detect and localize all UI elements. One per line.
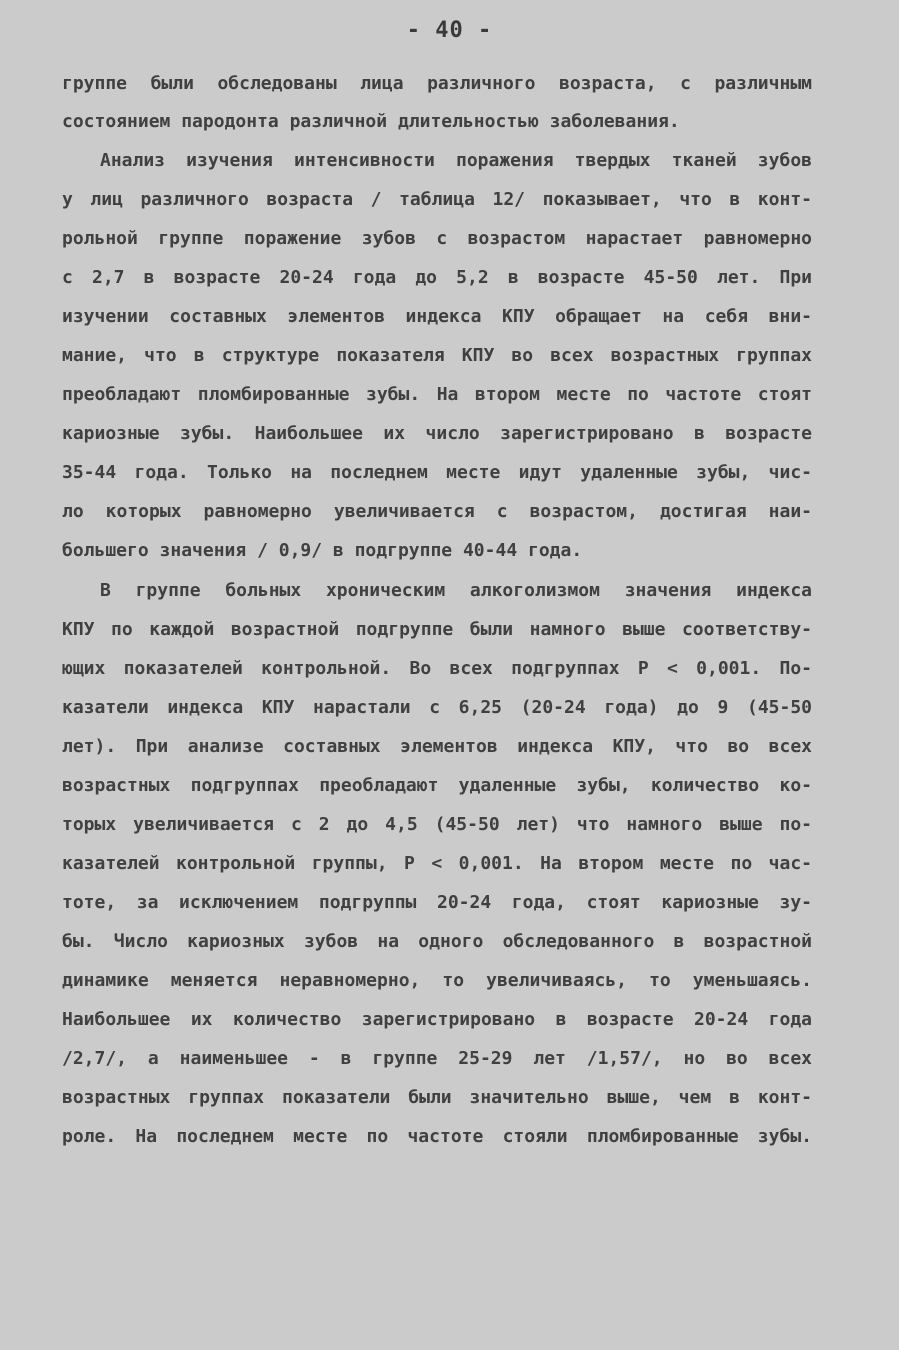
text-line: возрастных подгруппах преобладают удаленные зубы, количество ко- [62, 775, 812, 796]
text-line: казателей контрольной группы, P < 0,001. На втором месте по час- [62, 853, 812, 874]
text-line: ющих показателей контрольной. Во всех подгруппах P < 0,001. По- [62, 658, 812, 679]
text-line: с 2,7 в возрасте 20-24 года до 5,2 в возрасте 45-50 лет. При [62, 267, 812, 288]
text-line: тоте, за исключением подгруппы 20-24 года, стоят кариозные зу- [62, 892, 812, 913]
text-line: группе были обследованы лица различного возраста, с различным [62, 73, 812, 94]
text-line: состоянием пародонта различной длительностью заболевания. [62, 111, 680, 132]
text-line: изучении составных элементов индекса КПУ обращает на себя вни- [62, 306, 812, 327]
text-line: Наибольшее их количество зарегистрировано в возрасте 20-24 года [62, 1009, 812, 1030]
text-line: у лиц различного возраста / таблица 12/ показывает, что в конт- [62, 189, 812, 210]
text-line: преобладают пломбированные зубы. На втором месте по частоте стоят [62, 384, 812, 405]
text-line: Анализ изучения интенсивности поражения твердых тканей зубов [100, 150, 812, 171]
text-line: ло которых равномерно увеличивается с возрастом, достигая наи- [62, 501, 812, 522]
text-line: торых увеличивается с 2 до 4,5 (45-50 лет) что намного выше по- [62, 814, 812, 835]
text-line: КПУ по каждой возрастной подгруппе были намного выше соответству- [62, 619, 812, 640]
text-line: роле. На последнем месте по частоте стояли пломбированные зубы. [62, 1126, 812, 1147]
text-line: динамике меняется неравномерно, то увеличиваясь, то уменьшаясь. [62, 970, 812, 991]
text-line: /2,7/, а наименьшее - в группе 25-29 лет /1,57/, но во всех [62, 1048, 812, 1069]
text-line: 35-44 года. Только на последнем месте идут удаленные зубы, чис- [62, 462, 812, 483]
text-line: бы. Число кариозных зубов на одного обследованного в возрастной [62, 931, 812, 952]
text-line: рольной группе поражение зубов с возрастом нарастает равномерно [62, 228, 812, 249]
page-number: - 40 - [406, 18, 493, 43]
text-line: мание, что в структуре показателя КПУ во всех возрастных группах [62, 345, 812, 366]
text-line: возрастных группах показатели были значительно выше, чем в конт- [62, 1087, 812, 1108]
text-line: В группе больных хроническим алкоголизмом значения индекса [100, 580, 812, 601]
text-line: лет). При анализе составных элементов индекса КПУ, что во всех [62, 736, 812, 757]
text-line: кариозные зубы. Наибольшее их число зарегистрировано в возрасте [62, 423, 812, 444]
text-line: казатели индекса КПУ нарастали с 6,25 (20-24 года) до 9 (45-50 [62, 697, 812, 718]
text-line: большего значения / 0,9/ в подгруппе 40-44 года. [62, 540, 583, 561]
